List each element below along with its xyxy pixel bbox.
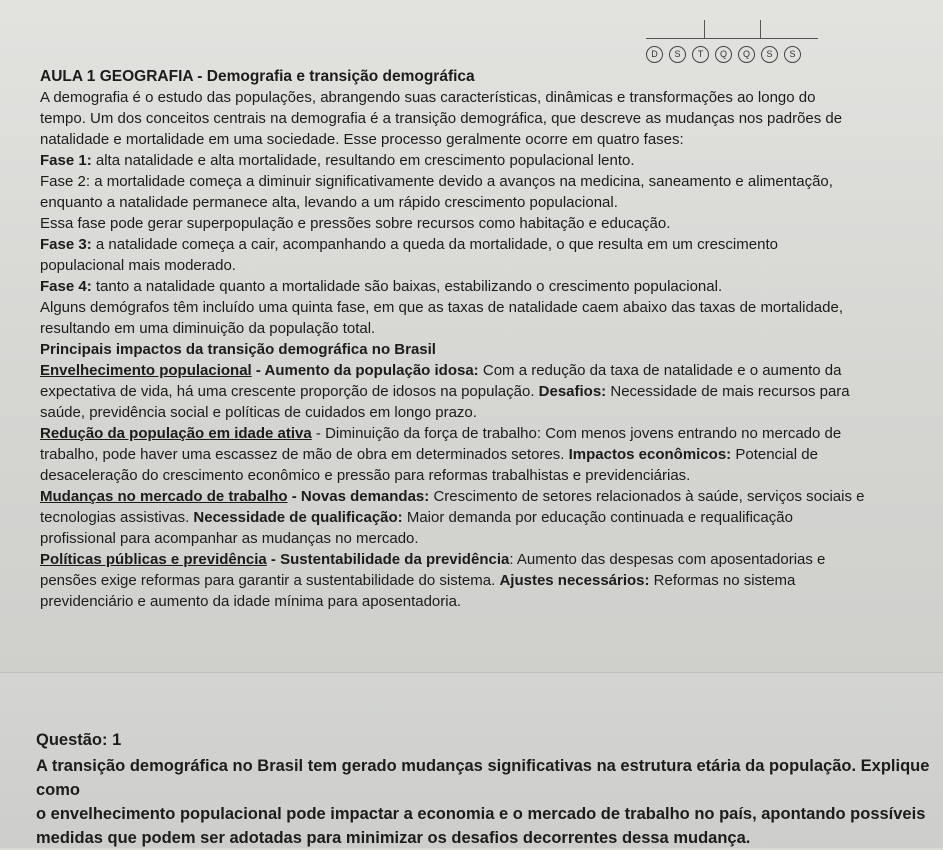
phase-text: a natalidade começa a cair, acompanhando a queda da mortalidade, o que resulta em um crescimento <box>91 236 778 253</box>
weekday-tick <box>760 20 761 38</box>
impact-aging <box>40 360 940 381</box>
impacts-heading: Principais impactos da transição demográfica no Brasil <box>40 341 436 358</box>
phase-1 <box>40 150 940 171</box>
day-circle: S <box>761 46 778 63</box>
phase-text: tanto a natalidade quanto a mortalidade são baixas, estabilizando o crescimento populacional. <box>91 278 723 295</box>
phase-text-line: enquanto a natalidade permanece alta, levando a um rápido crescimento populacional. <box>40 194 618 211</box>
lesson-content <box>40 66 940 612</box>
impact-keyword: Necessidade de qualificação: <box>193 509 403 526</box>
impact-subtitle: - Sustentabilidade da previdência <box>266 551 510 568</box>
intro-line: tempo. Um dos conceitos centrais na demografia é a transição demográfica, que descreve as mudanças nos padrões de <box>40 110 843 127</box>
impact-title: Mudanças no mercado de trabalho <box>40 488 288 505</box>
impact-title: Políticas públicas e previdência <box>40 551 267 568</box>
weekday-circles <box>646 46 801 63</box>
impact-keyword: Desafios: <box>538 383 607 400</box>
impact-public-policy <box>40 549 940 570</box>
weekday-tick <box>704 20 705 38</box>
phase-3 <box>40 234 940 255</box>
impact-text: : Aumento das despesas com aposentadorias e <box>509 551 826 568</box>
impact-line <box>40 570 940 591</box>
impact-keyword: Ajustes necessários: <box>499 572 650 589</box>
phase-text-line: populacional mais moderado. <box>40 257 236 274</box>
impact-line: desaceleração do crescimento econômico e pressão para reformas trabalhistas e previdenciárias. <box>40 467 691 484</box>
impact-line <box>40 381 940 402</box>
impact-text: trabalho, pode haver uma escassez de mão de obra em determinados setores. <box>40 446 569 463</box>
day-circle: S <box>669 46 686 63</box>
lesson-title: AULA 1 GEOGRAFIA - Demografia e transição demográfica <box>40 68 475 85</box>
impact-text: Crescimento de setores relacionados à saúde, serviços sociais e <box>429 488 865 505</box>
impact-text: - Diminuição da força de trabalho: Com menos jovens entrando no mercado de <box>311 425 842 442</box>
impact-line: previdenciário e aumento da idade mínima para aposentadoria. <box>40 593 462 610</box>
day-circle: Q <box>715 46 732 63</box>
day-circle: D <box>646 46 663 63</box>
phase-5-line: resultando em uma diminuição da população total. <box>40 320 376 337</box>
phase-label: Fase 2: <box>40 173 91 190</box>
phase-text-line: Essa fase pode gerar superpopulação e pressões sobre recursos como habitação e educação. <box>40 215 671 232</box>
question-title: Questão: 1 <box>36 731 122 749</box>
phase-4 <box>40 276 940 297</box>
impact-text: Necessidade de mais recursos para <box>606 383 850 400</box>
phase-label: Fase 1: <box>40 152 92 169</box>
intro-line: A demografia é o estudo das populações, abrangendo suas características, dinâmicas e transformações ao longo do <box>40 89 816 106</box>
impact-title: Redução da população em idade ativa <box>40 425 312 442</box>
day-circle: T <box>692 46 709 63</box>
impact-subtitle: - Aumento da população idosa: <box>251 362 479 379</box>
impact-subtitle: - Novas demandas: <box>287 488 430 505</box>
phase-label: Fase 4: <box>40 278 92 295</box>
question-line: o envelhecimento populacional pode impactar a economia e o mercado de trabalho no país, apontando possíveis <box>36 805 926 823</box>
impact-line: saúde, previdência social e políticas de cuidados em longo prazo. <box>40 404 477 421</box>
impact-line: profissional para acompanhar as mudanças no mercado. <box>40 530 419 547</box>
intro-line: natalidade e mortalidade em uma sociedade. Esse processo geralmente ocorre em quatro fases: <box>40 131 684 148</box>
impact-keyword: Impactos econômicos: <box>568 446 732 463</box>
day-circle: Q <box>738 46 755 63</box>
impact-line <box>40 507 940 528</box>
weekday-marker <box>646 16 818 64</box>
impact-line <box>40 444 940 465</box>
question-line: medidas que podem ser adotadas para minimizar os desafios decorrentes dessa mudança. <box>36 829 751 847</box>
day-circle: S <box>784 46 801 63</box>
impact-text: Maior demanda por educação continuada e requalificação <box>402 509 793 526</box>
phase-5-line: Alguns demógrafos têm incluído uma quinta fase, em que as taxas de natalidade caem abaixo das taxas de mortalidade, <box>40 299 843 316</box>
impact-text: Reformas no sistema <box>649 572 796 589</box>
impact-text: expectativa de vida, há uma crescente proporção de idosos na população. <box>40 383 539 400</box>
weekday-rule <box>646 38 818 39</box>
question-block <box>36 728 941 850</box>
impact-labor-market <box>40 486 940 507</box>
question-line: A transição demográfica no Brasil tem gerado mudanças significativas na estrutura etária da população. Explique como <box>36 757 930 799</box>
phase-2 <box>40 171 940 192</box>
impact-title: Envelhecimento populacional <box>40 362 252 379</box>
impact-text: Com a redução da taxa de natalidade e o aumento da <box>478 362 842 379</box>
impact-workforce <box>40 423 940 444</box>
phase-text: alta natalidade e alta mortalidade, resultando em crescimento populacional lento. <box>91 152 635 169</box>
impact-text: tecnologias assistivas. <box>40 509 194 526</box>
impact-text: pensões exige reformas para garantir a sustentabilidade do sistema. <box>40 572 500 589</box>
phase-label: Fase 3: <box>40 236 92 253</box>
phase-text: a mortalidade começa a diminuir significativamente devido a avanços na medicina, saneamento e alimentação, <box>90 173 833 190</box>
impact-text: Potencial de <box>731 446 818 463</box>
